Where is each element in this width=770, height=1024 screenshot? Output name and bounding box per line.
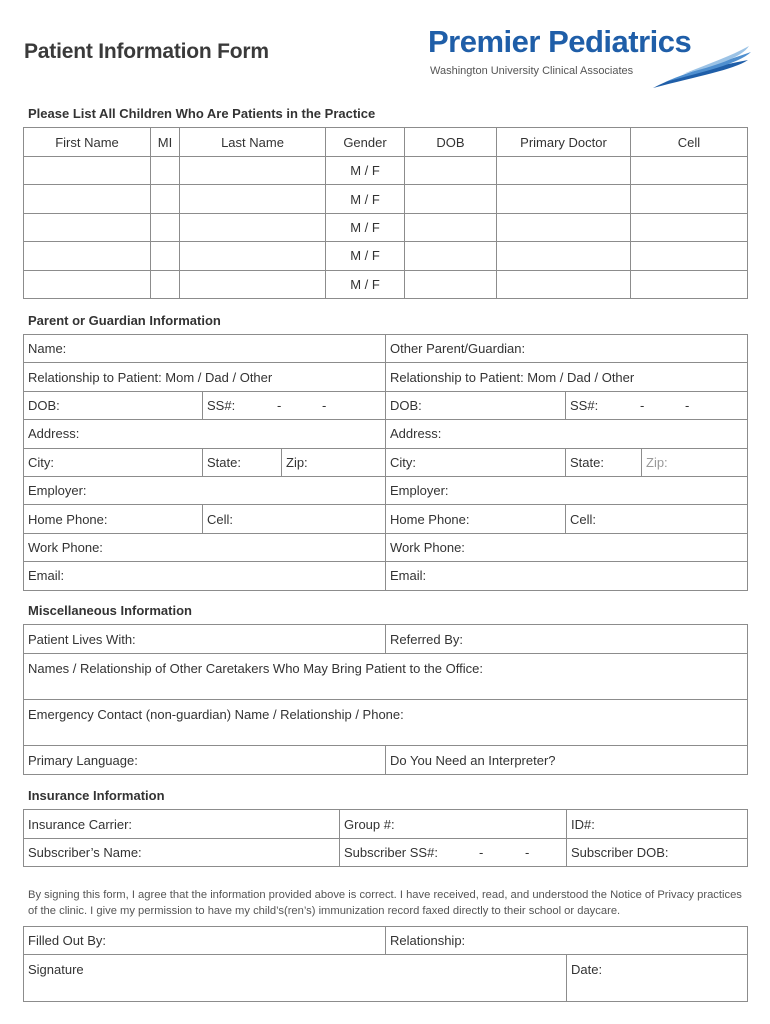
ss-dash: -	[525, 845, 530, 860]
subscriber-dob-field[interactable]: Subscriber DOB:	[567, 839, 748, 867]
first-name-field[interactable]	[24, 185, 151, 213]
other-city-field[interactable]: City:	[386, 448, 566, 476]
children-section-title: Please List All Children Who Are Patients in the Practice	[28, 106, 376, 121]
primary-doctor-field[interactable]	[497, 270, 631, 298]
column-header: DOB	[405, 128, 497, 157]
cell-field[interactable]	[631, 185, 748, 213]
signature-field[interactable]: Signature	[24, 955, 567, 1002]
ss-dash: -	[322, 397, 327, 413]
gender-field[interactable]: M / F	[326, 157, 405, 185]
gender-field[interactable]: M / F	[326, 213, 405, 241]
date-field[interactable]: Date:	[567, 955, 748, 1002]
interpreter-field[interactable]: Do You Need an Interpreter?	[386, 746, 748, 775]
dob-field[interactable]	[405, 242, 497, 270]
practice-logo	[428, 24, 758, 94]
page-title: Patient Information Form	[24, 40, 269, 63]
guardian-cell-field[interactable]: Cell:	[203, 505, 386, 533]
logo-subtitle: Washington University Clinical Associates	[430, 65, 634, 77]
guardian-name-field[interactable]: Name:	[24, 335, 386, 363]
table-row	[24, 270, 748, 298]
guardian-email-field[interactable]: Email:	[24, 562, 386, 590]
column-header: Last Name	[180, 128, 326, 157]
guardian-ss-field[interactable]	[203, 391, 386, 419]
primary-doctor-field[interactable]	[497, 157, 631, 185]
subscriber-name-field[interactable]: Subscriber’s Name:	[24, 839, 340, 867]
consent-text: By signing this form, I agree that the information provided above is correct. I have received, read, and understood the Notice of Privacy practices of the clinic. I give my permission to have my child’s(ren’s) immunization record faxed directly to their school or daycare.	[28, 889, 742, 917]
cell-field[interactable]	[631, 270, 748, 298]
other-zip-field[interactable]: Zip:	[642, 448, 748, 476]
guardian-relationship-field[interactable]: Relationship to Patient: Mom / Dad / Other	[24, 363, 386, 391]
last-name-field[interactable]	[180, 242, 326, 270]
other-relationship-field[interactable]: Relationship to Patient: Mom / Dad / Other	[386, 363, 748, 391]
other-state-field[interactable]: State:	[566, 448, 642, 476]
ss-dash: -	[277, 397, 282, 413]
emergency-contact-field[interactable]: Emergency Contact (non-guardian) Name / Relationship / Phone:	[24, 700, 748, 746]
first-name-field[interactable]	[24, 213, 151, 241]
table-row	[24, 157, 748, 185]
gender-field[interactable]: M / F	[326, 242, 405, 270]
table-row	[24, 185, 748, 213]
gender-field[interactable]: M / F	[326, 185, 405, 213]
table-row	[24, 242, 748, 270]
last-name-field[interactable]	[180, 157, 326, 185]
subscriber-ss-field[interactable]	[340, 839, 567, 867]
last-name-field[interactable]	[180, 185, 326, 213]
first-name-field[interactable]	[24, 270, 151, 298]
primary-doctor-field[interactable]	[497, 213, 631, 241]
filled-out-by-field[interactable]: Filled Out By:	[24, 927, 386, 955]
relationship-field[interactable]: Relationship:	[386, 927, 748, 955]
dob-field[interactable]	[405, 213, 497, 241]
cell-field[interactable]	[631, 242, 748, 270]
guardian-work-phone-field[interactable]: Work Phone:	[24, 533, 386, 561]
other-cell-field[interactable]: Cell:	[566, 505, 748, 533]
column-header: Cell	[631, 128, 748, 157]
insurance-id-field[interactable]: ID#:	[567, 810, 748, 839]
misc-section-title: Miscellaneous Information	[28, 603, 192, 618]
referred-by-field[interactable]: Referred By:	[386, 625, 748, 654]
swoosh-icon	[643, 44, 753, 94]
last-name-field[interactable]	[180, 270, 326, 298]
column-header: Primary Doctor	[497, 128, 631, 157]
primary-doctor-field[interactable]	[497, 242, 631, 270]
other-email-field[interactable]: Email:	[386, 562, 748, 590]
guardian-state-field[interactable]: State:	[203, 448, 282, 476]
other-employer-field[interactable]: Employer:	[386, 476, 748, 504]
ss-dash: -	[479, 845, 484, 860]
dob-field[interactable]	[405, 185, 497, 213]
guardian-section-title: Parent or Guardian Information	[28, 313, 221, 328]
misc-table	[23, 624, 748, 775]
primary-doctor-field[interactable]	[497, 185, 631, 213]
other-ss-field[interactable]	[566, 391, 748, 419]
cell-field[interactable]	[631, 157, 748, 185]
ss-dash: -	[640, 397, 645, 413]
first-name-field[interactable]	[24, 242, 151, 270]
gender-field[interactable]: M / F	[326, 270, 405, 298]
mi-field[interactable]	[151, 242, 180, 270]
dob-field[interactable]	[405, 270, 497, 298]
mi-field[interactable]	[151, 157, 180, 185]
first-name-field[interactable]	[24, 157, 151, 185]
primary-language-field[interactable]: Primary Language:	[24, 746, 386, 775]
mi-field[interactable]	[151, 213, 180, 241]
children-table	[23, 127, 748, 299]
ss-dash: -	[685, 397, 690, 413]
guardian-city-field[interactable]: City:	[24, 448, 203, 476]
group-number-field[interactable]: Group #:	[340, 810, 567, 839]
other-guardian-field[interactable]: Other Parent/Guardian:	[386, 335, 748, 363]
guardian-table	[23, 334, 748, 591]
lives-with-field[interactable]: Patient Lives With:	[24, 625, 386, 654]
guardian-address-field[interactable]: Address:	[24, 420, 386, 448]
guardian-dob-field[interactable]: DOB:	[24, 391, 203, 419]
mi-field[interactable]	[151, 270, 180, 298]
other-address-field[interactable]: Address:	[386, 420, 748, 448]
ss-label: SS#:	[207, 397, 236, 413]
guardian-home-phone-field[interactable]: Home Phone:	[24, 505, 203, 533]
ss-label: SS#:	[570, 397, 599, 413]
insurance-table	[23, 809, 748, 867]
other-home-phone-field[interactable]: Home Phone:	[386, 505, 566, 533]
guardian-zip-field[interactable]: Zip:	[282, 448, 386, 476]
column-header: MI	[151, 128, 180, 157]
cell-field[interactable]	[631, 213, 748, 241]
dob-field[interactable]	[405, 157, 497, 185]
other-dob-field[interactable]: DOB:	[386, 391, 566, 419]
column-header: First Name	[24, 128, 151, 157]
ss-label: Subscriber SS#:	[344, 845, 438, 860]
mi-field[interactable]	[151, 185, 180, 213]
last-name-field[interactable]	[180, 213, 326, 241]
logo-name: Premier Pediatrics	[428, 24, 692, 59]
column-header: Gender	[326, 128, 405, 157]
table-row	[24, 213, 748, 241]
guardian-employer-field[interactable]: Employer:	[24, 476, 386, 504]
insurance-section-title: Insurance Information	[28, 788, 165, 803]
caretakers-field[interactable]: Names / Relationship of Other Caretakers Who May Bring Patient to the Office:	[24, 654, 748, 700]
insurance-carrier-field[interactable]: Insurance Carrier:	[24, 810, 340, 839]
other-work-phone-field[interactable]: Work Phone:	[386, 533, 748, 561]
signature-table	[23, 926, 748, 1002]
